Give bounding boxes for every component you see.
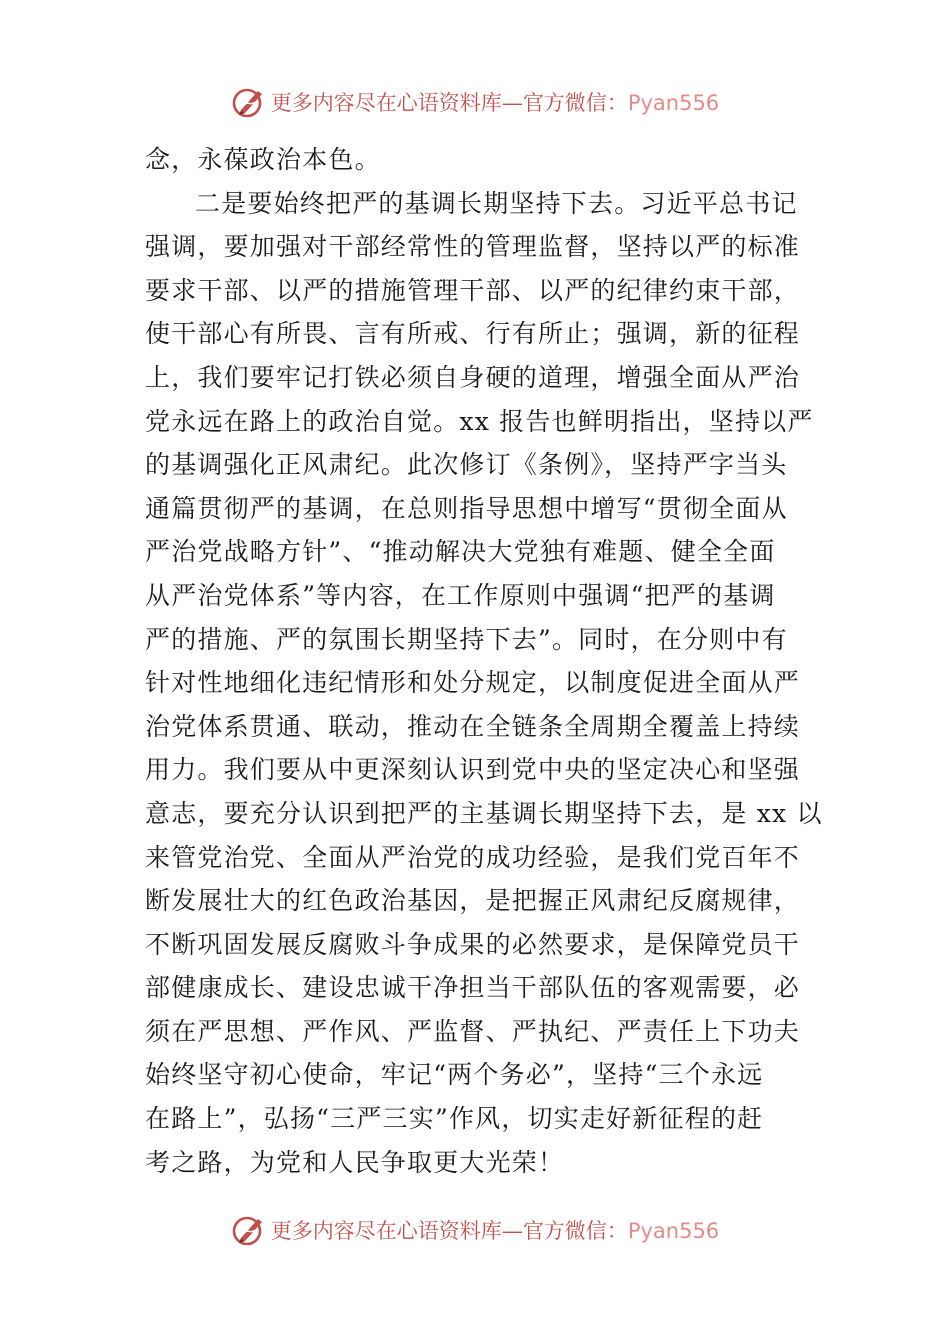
text-line: 不断巩固发展反腐败斗争成果的必然要求，是保障党员干 — [145, 929, 801, 959]
text-line: 针对性地细化违纪情形和处分规定，以制度促进全面从严 — [145, 668, 801, 698]
text-line: 治党体系贯通、联动，推动在全链条全周期全覆盖上持续 — [145, 711, 801, 741]
banner-official-label: 官方微信： — [522, 91, 628, 115]
footer-watermark-banner — [0, 1210, 950, 1250]
pen-logo-icon — [231, 84, 267, 120]
banner-wechat-id: Pyan556 — [627, 91, 720, 115]
pen-logo-icon — [231, 1212, 267, 1248]
text-line: 须在严思想、严作风、严监督、严执纪、严责任上下功夫 — [145, 1016, 801, 1046]
text-line: 意志，要充分认识到把严的主基调长期坚持下去，是 xx 以 — [145, 798, 823, 828]
text-line: 要求干部、以严的措施管理干部、以严的纪律约束干部， — [145, 275, 801, 305]
text-line: 来管党治党、全面从严治党的成功经验，是我们党百年不 — [145, 842, 801, 872]
text-line: 从严治党体系”等内容，在工作原则中强调“把严的基调 — [145, 580, 776, 610]
text-line: 断发展壮大的红色政治基因，是把握正风肃纪反腐规律， — [145, 886, 801, 916]
text-line: 的基调强化正风肃纪。此次修订《条例》，坚持严字当头 — [145, 450, 788, 480]
header-watermark-banner — [0, 82, 950, 122]
text-line: 上，我们要牢记打铁必须自身硬的道理，增强全面从严治 — [145, 362, 801, 392]
text-line: 通篇贯彻严的基调，在总则指导思想中增写“贯彻全面从 — [145, 493, 788, 523]
banner-wechat-id: Pyan556 — [627, 1219, 720, 1243]
banner-main-text: 更多内容尽在心语资料库 — [270, 91, 502, 115]
banner-text — [271, 1215, 719, 1245]
paragraph-start-line: 二是要始终把严的基调长期坚持下去。习近平总书记 — [195, 188, 798, 218]
text-line: 使干部心有所畏、言有所戒、行有所止；强调，新的征程 — [145, 319, 801, 349]
banner-official-label: 官方微信： — [522, 1219, 628, 1243]
text-line: 严治党战略方针”、“推动解决大党独有难题、健全全面 — [145, 537, 776, 567]
text-line: 考之路，为党和人民争取更大光荣！ — [145, 1147, 565, 1177]
text-line: 念，永葆政治本色。 — [145, 145, 381, 174]
text-line: 党永远在路上的政治自觉。xx 报告也鲜明指出，坚持以严 — [145, 406, 814, 436]
text-line: 强调，要加强对干部经常性的管理监督，坚持以严的标准 — [145, 232, 801, 262]
text-line: 在路上”，弘扬“三严三实”作风，切实走好新征程的赶 — [145, 1104, 764, 1134]
banner-main-text: 更多内容尽在心语资料库 — [270, 1219, 502, 1243]
banner-dash: — — [501, 1219, 523, 1243]
text-line: 始终坚守初心使命，牢记“两个务必”，坚持“三个永远 — [145, 1060, 764, 1090]
banner-text — [271, 87, 719, 117]
banner-dash: — — [501, 91, 523, 115]
text-line: 严的措施、严的氛围长期坚持下去”。同时，在分则中有 — [145, 624, 788, 654]
text-line: 用力。我们要从中更深刻认识到党中央的坚定决心和坚强 — [145, 755, 801, 785]
document-body — [145, 138, 823, 1184]
text-line: 部健康成长、建设忠诚干净担当干部队伍的客观需要，必 — [145, 973, 801, 1003]
